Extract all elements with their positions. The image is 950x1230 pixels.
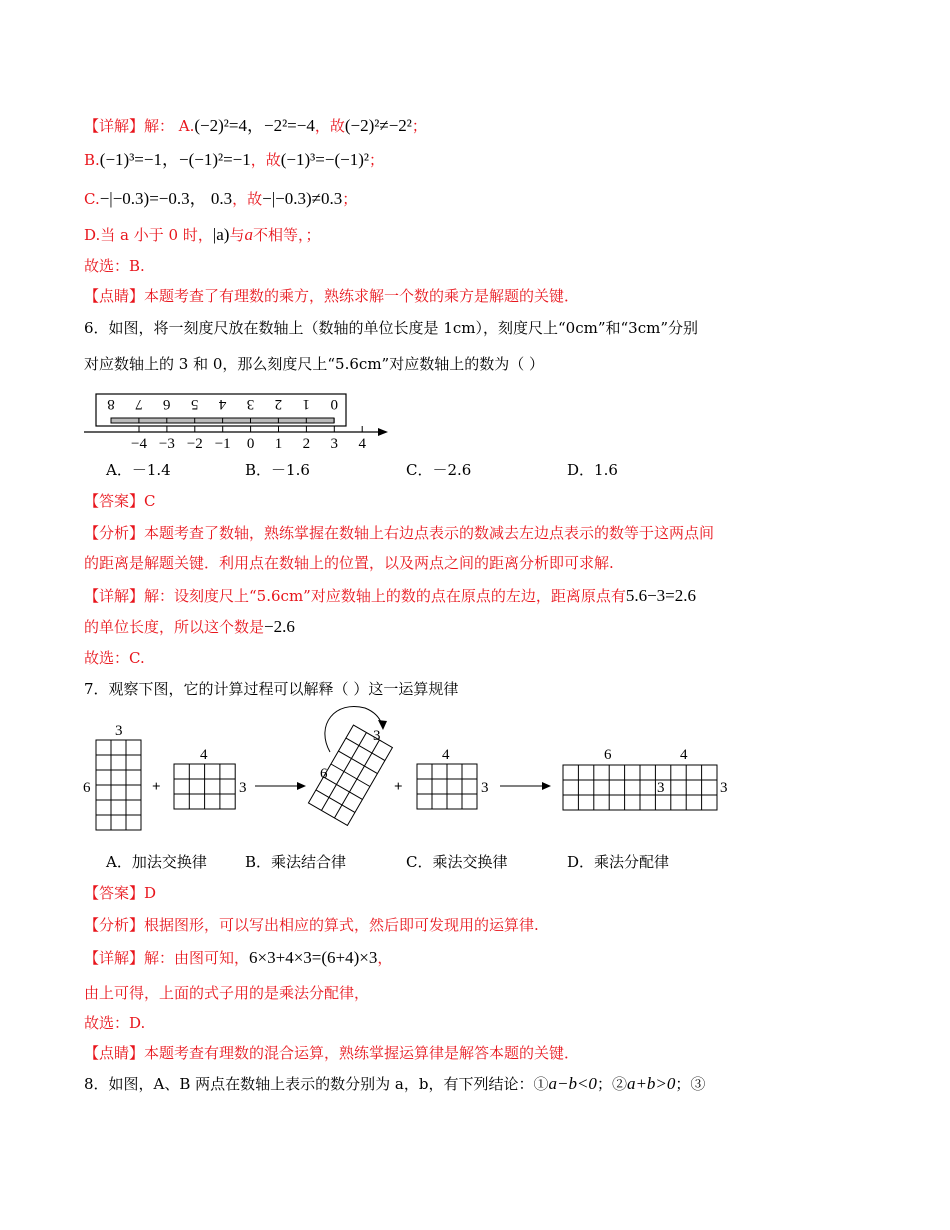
text: 解：由图可知， <box>144 949 250 967</box>
label: 4 <box>680 747 688 763</box>
q6-option-b: B．－1.6 <box>245 461 310 479</box>
math: (−1)³=−1，−(−1)²=−1 <box>99 150 251 169</box>
q6-stem-1: 6．如图，将一刻度尺放在数轴上（数轴的单位长度是 1cm），刻度尺上“0cm”和“3cm”分别 <box>84 319 698 337</box>
math: (−2)²≠−2² <box>344 116 412 135</box>
q7-choice: 故选：D. <box>84 1014 146 1032</box>
label: 4 <box>200 747 208 763</box>
text: 的单位长度，所以这个数是 <box>84 618 265 636</box>
ruler-label: 0 <box>330 396 338 412</box>
comment-tag: 【点睛】 <box>84 1044 145 1062</box>
text: ；② <box>596 1075 627 1093</box>
label: 6 <box>320 766 328 782</box>
ruler-label: 1 <box>302 396 311 412</box>
text: B. <box>84 151 100 169</box>
q6-option-a: A．－1.4 <box>106 461 171 479</box>
label: 3 <box>481 780 489 796</box>
text: 解： A. <box>144 117 195 135</box>
label: 3 <box>657 780 665 796</box>
q6-detail-1 <box>84 586 696 606</box>
axis-label: −4 <box>131 436 147 452</box>
label: 6 <box>83 780 91 796</box>
label: 3 <box>115 723 123 739</box>
grid-figure <box>83 706 728 830</box>
ruler-label: 6 <box>163 396 171 412</box>
q6-analysis-2: 的距离是解题关键．利用点在数轴上的位置，以及两点之间的距离分析即可求解. <box>84 554 614 572</box>
detail-tag: 【详解】 <box>84 949 145 967</box>
math: −|−0.3)=−0.3， 0.3 <box>99 189 233 208</box>
q7-detail-2: 由上可得，上面的式子用的是乘法分配律， <box>84 984 370 1002</box>
axis-label: −1 <box>214 436 231 452</box>
axis-label: 1 <box>274 436 283 452</box>
text: 与 <box>229 226 245 244</box>
math: (−2)²=4，−2²=−4 <box>194 116 315 135</box>
label: 3 <box>720 780 728 796</box>
analysis-tag: 【分析】 <box>84 916 145 934</box>
q6-stem-2: 对应数轴上的 3 和 0，那么刻度尺上“5.6cm”对应数轴上的数为（ ） <box>84 355 544 373</box>
label: 3 <box>239 780 247 796</box>
text: 根据图形，可以写出相应的算式，然后即可发现用的运算律. <box>144 916 539 934</box>
comment-tag: 【点睛】 <box>84 287 145 305</box>
math: a+b>0 <box>626 1074 676 1093</box>
ruler-label: 2 <box>274 396 283 412</box>
plus-sign: + <box>394 779 403 795</box>
q6-analysis-1 <box>84 523 714 543</box>
axis-label: 2 <box>302 436 311 452</box>
arrow-head <box>542 782 551 790</box>
q8-stem <box>84 1074 705 1094</box>
ruler-label: 3 <box>246 396 255 412</box>
text: ； <box>342 190 358 208</box>
math: 6×3+4×3=(6+4)×3 <box>249 948 378 967</box>
math: −|−0.3)≠0.3 <box>262 189 343 208</box>
math: −2.6 <box>264 617 295 636</box>
text: 解：设刻度尺上“5.6cm”对应数轴上的数的点在原点的左边，距离原点有 <box>144 587 626 605</box>
ruler-label: 5 <box>190 396 199 412</box>
q6-answer: 【答案】C <box>84 492 156 510</box>
q6-option-c: C．－2.6 <box>406 461 472 479</box>
q5-choice: 故选：B. <box>84 257 145 275</box>
q6-detail-2 <box>84 617 295 637</box>
ruler-figure <box>84 394 388 452</box>
text: ，故 <box>250 151 281 169</box>
detail-tag: 【详解】 <box>84 587 145 605</box>
axis-label: −3 <box>158 436 175 452</box>
axis-label: −2 <box>186 436 203 452</box>
q6-choice: 故选：C. <box>84 649 145 667</box>
q7-answer: 【答案】D <box>84 884 157 902</box>
math: a−b<0 <box>548 1074 597 1093</box>
text: ；③ <box>675 1075 706 1093</box>
text: C. <box>84 190 100 208</box>
detail-tag: 【详解】 <box>84 117 145 135</box>
q7-option-c: C．乘法交换律 <box>406 853 508 871</box>
text: 本题考查了有理数的乘方，熟练求解一个数的乘方是解题的关键． <box>144 287 580 305</box>
math: (−1)³=−(−1)² <box>280 150 369 169</box>
math: |a) <box>212 225 230 244</box>
q7-analysis <box>84 915 539 935</box>
arrow-head <box>297 782 306 790</box>
text: 8．如图，A、B 两点在数轴上表示的数分别为 a，b，有下列结论：① <box>84 1075 549 1093</box>
math: 5.6−3=2.6 <box>625 586 697 605</box>
label: 4 <box>442 747 450 763</box>
axis-label: 4 <box>358 436 366 452</box>
ruler-label: 4 <box>218 396 227 412</box>
q7-option-b: B．乘法结合律 <box>245 853 347 871</box>
text: ； <box>411 117 427 135</box>
math: a <box>244 225 253 244</box>
q7-comment <box>84 1043 579 1063</box>
ruler-label: 8 <box>107 396 115 412</box>
q6-option-d: D．1.6 <box>567 461 618 479</box>
q7-detail <box>84 948 392 968</box>
text: 本题考查了数轴，熟练掌握在数轴上右边点表示的数减去左边点表示的数等于这两点间 <box>144 524 715 542</box>
label: 6 <box>604 747 612 763</box>
q7-option-d: D．乘法分配律 <box>567 853 670 871</box>
axis-label: 3 <box>330 436 339 452</box>
text: ； <box>368 151 384 169</box>
plus-sign: + <box>152 779 161 795</box>
text: 不相等，； <box>252 226 321 244</box>
text: ，故 <box>314 117 345 135</box>
label: 3 <box>373 728 381 744</box>
axis-arrow <box>378 428 388 436</box>
analysis-tag: 【分析】 <box>84 524 145 542</box>
ruler-label: 7 <box>135 396 143 412</box>
text: D.当 a 小于 0 时， <box>84 226 213 244</box>
q7-stem: 7．观察下图，它的计算过程可以解释（ ）这一运算规律 <box>84 680 459 698</box>
text: ， <box>377 949 393 967</box>
text: 本题考查有理数的混合运算，熟练掌握运算律是解答本题的关键． <box>144 1044 580 1062</box>
axis-label: 0 <box>246 436 255 452</box>
text: ，故 <box>232 190 263 208</box>
q7-option-a: A．加法交换律 <box>106 853 207 871</box>
